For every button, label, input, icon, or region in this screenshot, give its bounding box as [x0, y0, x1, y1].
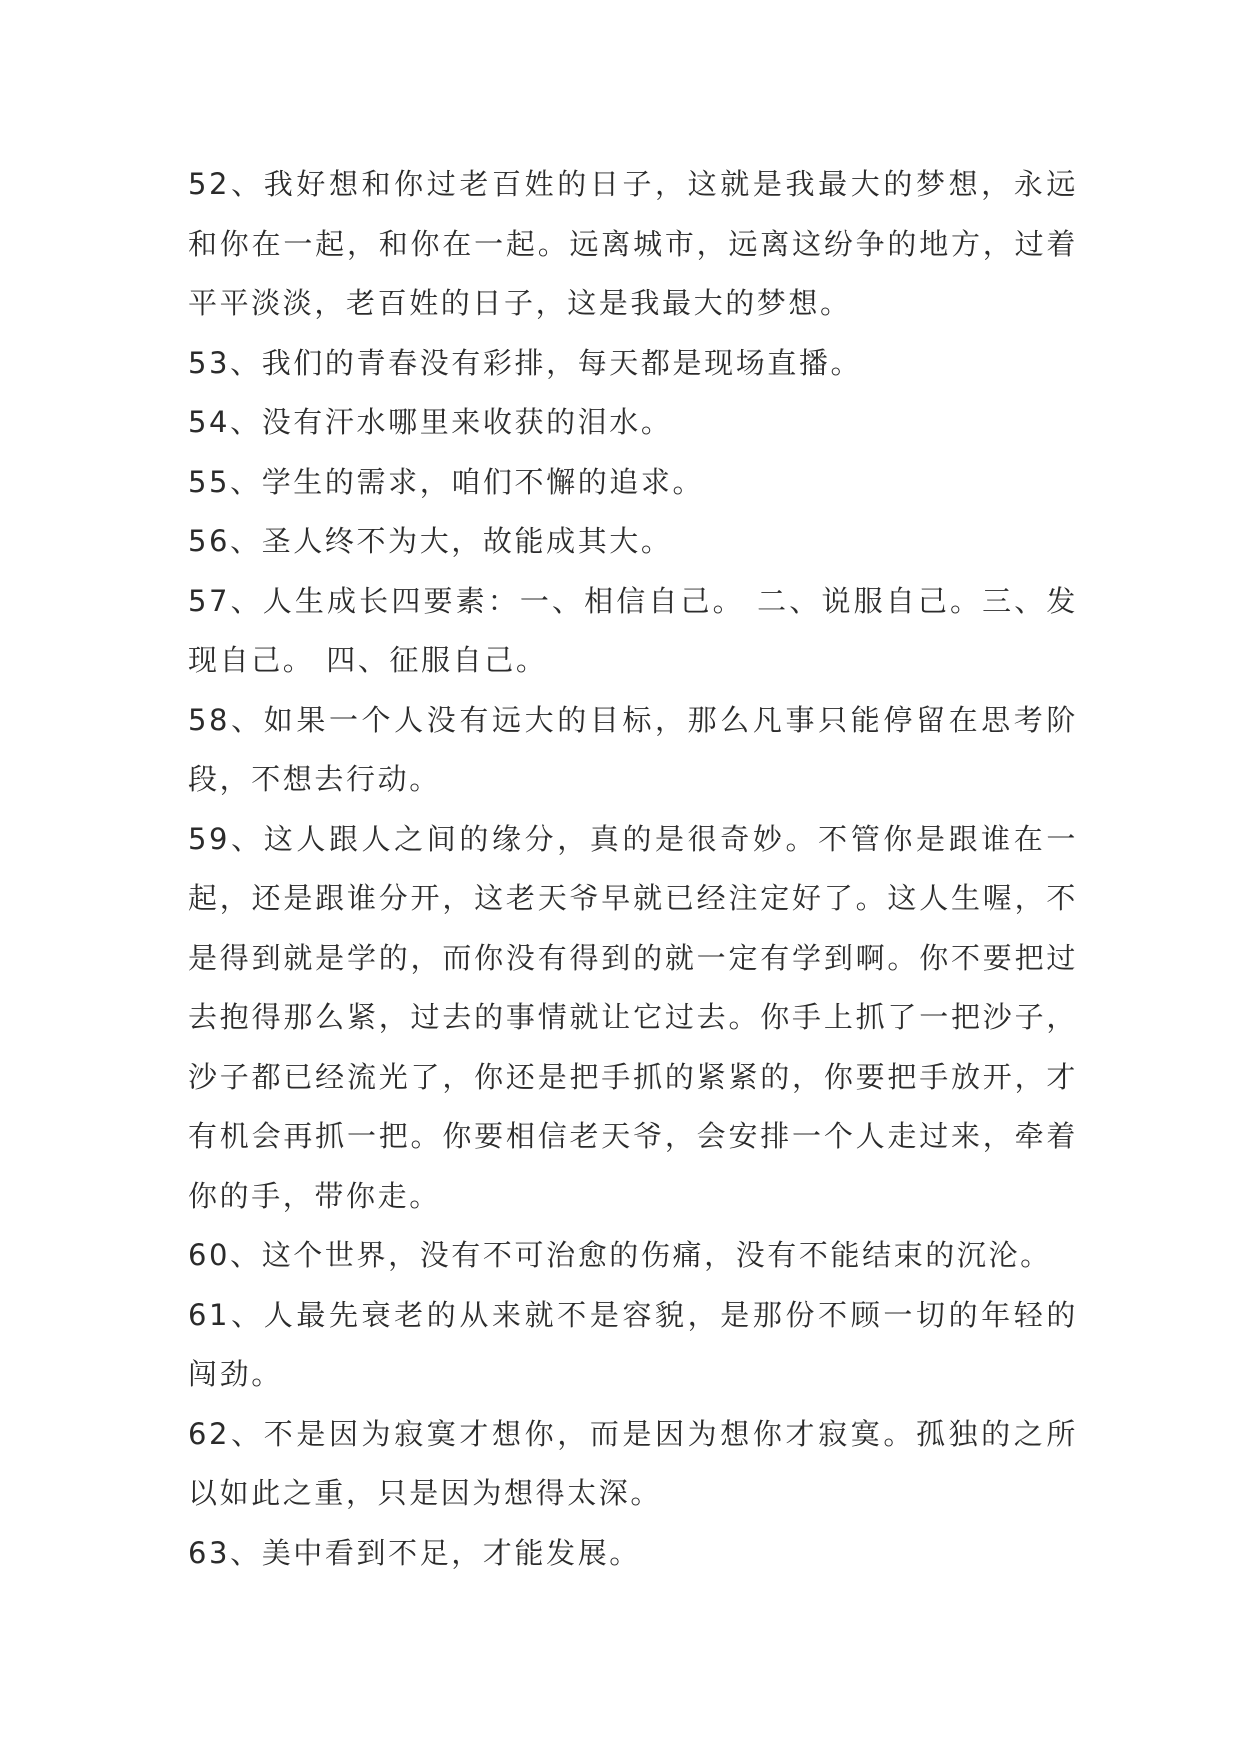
paragraph-52: 52、我好想和你过老百姓的日子，这就是我最大的梦想，永远和你在一起，和你在一起。远离城市，远离这纷争的地方，过着平平淡淡，老百姓的日子，这是我最大的梦想。	[188, 167, 1078, 320]
paragraph-57: 57、人生成长四要素：一、相信自己。 二、说服自己。三、发现自己。 四、征服自己。	[188, 583, 1078, 677]
paragraph-54: 54、没有汗水哪里来收获的泪水。	[188, 405, 673, 439]
paragraph-53: 53、我们的青春没有彩排，每天都是现场直播。	[188, 345, 863, 380]
paragraph-62: 62、不是因为寂寞才想你，而是因为想你才寂寞。孤独的之所以如此之重，只是因为想得太深。	[188, 1416, 1078, 1510]
paragraph-55: 55、学生的需求，咱们不懈的追求。	[188, 464, 705, 499]
paragraph-60: 60、这个世界，没有不可治愈的伤痛，没有不能结束的沉沦。	[188, 1238, 1052, 1272]
document-body	[188, 155, 1078, 1583]
paragraph-63: 63、美中看到不足，才能发展。	[188, 1535, 641, 1570]
paragraph-59: 59、这人跟人之间的缘分，真的是很奇妙。不管你是跟谁在一起，还是跟谁分开，这老天爷早就已经注定好了。这人生喔，不是得到就是学的，而你没有得到的就一定有学到啊。你不要把过去抱得那么紧，过去的事情就让它过去。你手上抓了一把沙子，沙子都已经流光了，你还是把手抓的紧紧的，你要把手放开，才有机会再抓一把。你要相信老天爷，会安排一个人走过来，牵着你的手，带你走。	[188, 821, 1078, 1213]
paragraph-58: 58、如果一个人没有远大的目标，那么凡事只能停留在思考阶段，不想去行动。	[188, 702, 1078, 796]
paragraph-56: 56、圣人终不为大，故能成其大。	[188, 524, 673, 558]
paragraph-61: 61、人最先衰老的从来就不是容貌，是那份不顾一切的年轻的闯劲。	[188, 1297, 1078, 1391]
